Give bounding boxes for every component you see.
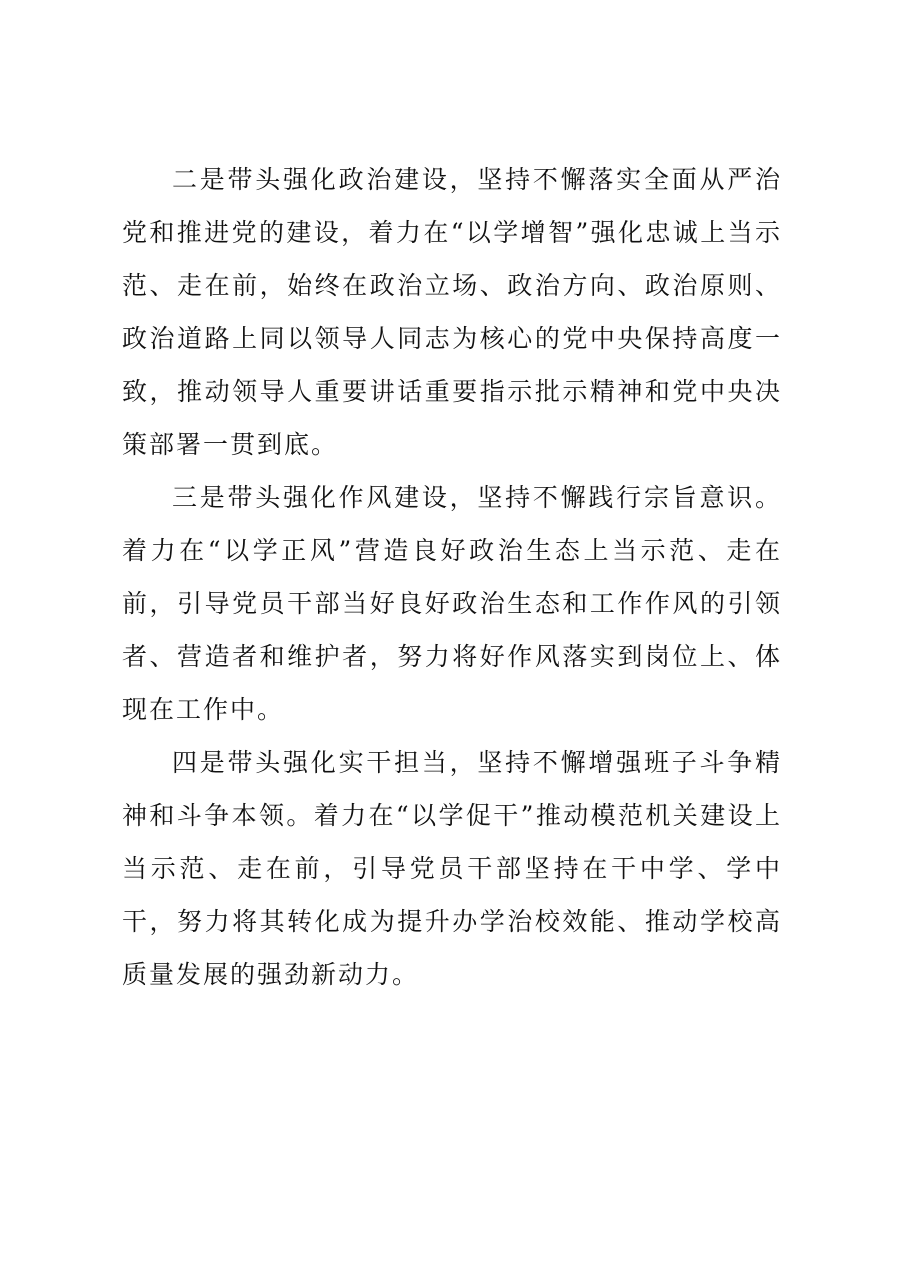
paragraph-political-building: 二是带头强化政治建设，坚持不懈落实全面从严治党和推进党的建设，着力在“以学增智”强化忠诚上当示范、走在前，始终在政治立场、政治方向、政治原则、政治道路上同以领导人同志为核心的党中央保持高度一致，推动领导人重要讲话重要指示批示精神和党中央决策部署一贯到底。: [122, 165, 782, 459]
paragraph-work-style-building: 三是带头强化作风建设，坚持不懈践行宗旨意识。着力在“以学正风”营造良好政治生态上当示范、走在前，引导党员干部当好良好政治生态和工作作风的引领者、营造者和维护者，努力将好作风落实到岗位上、体现在工作中。: [122, 483, 782, 724]
document-body: [122, 153, 782, 1001]
paragraph-practical-responsibility: 四是带头强化实干担当，坚持不懈增强班子斗争精神和斗争本领。着力在“以学促干”推动模范机关建设上当示范、走在前，引导党员干部坚持在干中学、学中干，努力将其转化成为提升办学治校效能、推动学校高质量发展的强劲新动力。: [122, 748, 782, 989]
